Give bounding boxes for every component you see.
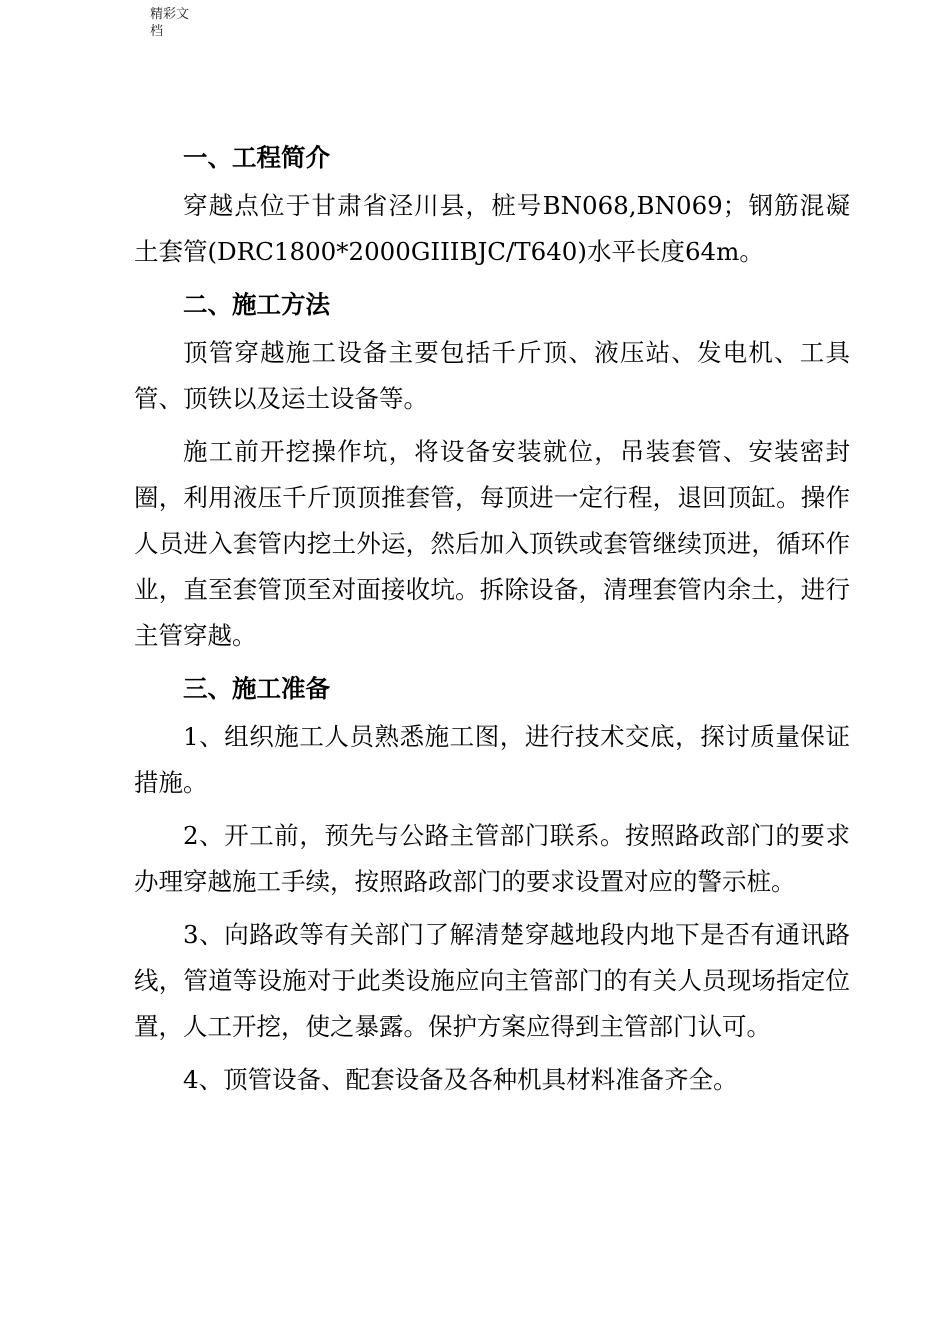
- section-heading-intro: 一、工程简介: [183, 143, 330, 172]
- paragraph-prep-3: 3、向路政等有关部门了解清楚穿越地段内地下是否有通讯路线，管道等设施对于此类设施应向主管部门的有关人员现场指定位置，人工开挖，使之暴露。保护方案应得到主管部门认可。: [134, 920, 850, 1041]
- paragraph-prep-1: 1、组织施工人员熟悉施工图，进行技术交底，探讨质量保证措施。: [134, 722, 850, 797]
- header-note: 精彩文档: [150, 7, 190, 39]
- section-heading-preparation: 三、施工准备: [183, 674, 330, 703]
- paragraph-method-2: 施工前开挖操作坑，将设备安装就位，吊装套管、安装密封圈，利用液压千斤顶顶推套管，每顶进一定行程，退回顶缸。操作人员进入套管内挖土外运，然后加入顶铁或套管继续顶进，循环作业，直至套管顶至对面接收坑。拆除设备，清理套管内余土，进行主管穿越。: [134, 437, 850, 650]
- paragraph-prep-2: 2、开工前，预先与公路主管部门联系。按照路政部门的要求办理穿越施工手续，按照路政部门的要求设置对应的警示桩。: [134, 821, 850, 896]
- section-heading-method: 二、施工方法: [183, 290, 330, 319]
- paragraph-method-1: 顶管穿越施工设备主要包括千斤顶、液压站、发电机、工具管、顶铁以及运土设备等。: [134, 338, 850, 413]
- paragraph-prep-4: 4、顶管设备、配套设备及各种机具材料准备齐全。: [183, 1065, 738, 1094]
- paragraph-intro-1: 穿越点位于甘肃省泾川县，桩号BN068,BN069；钢筋混凝土套管(DRC1800*2000GIIIBJC/T640)水平长度64m。: [134, 191, 850, 266]
- document-body: [134, 135, 850, 1103]
